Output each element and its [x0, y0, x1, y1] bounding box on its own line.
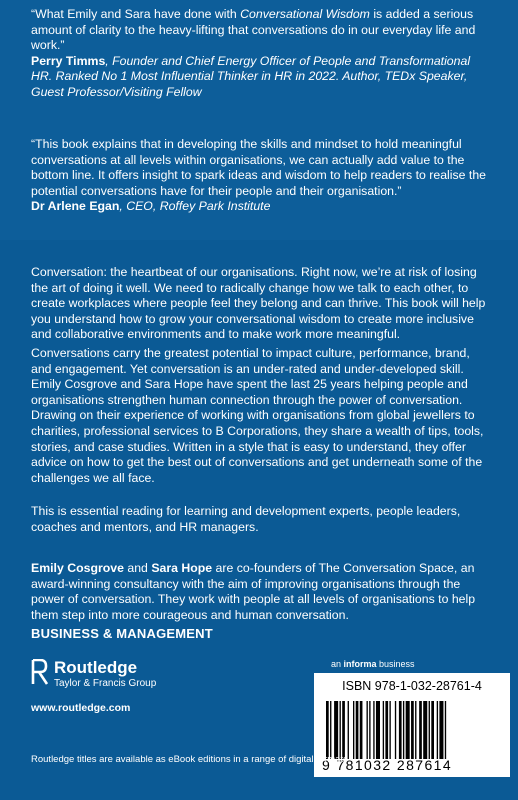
publisher-name: Routledge: [54, 658, 138, 677]
barcode-bar: [437, 701, 438, 759]
barcode-bar: [373, 701, 374, 759]
barcode-bar: [326, 701, 329, 759]
barcode-bar: [340, 701, 341, 759]
book-title: Conversational Wisdom: [240, 7, 370, 21]
endorser-affiliation-2: , CEO, Roffey Park Institute: [119, 199, 271, 214]
barcode-bar: [353, 701, 354, 759]
barcode-bar: [423, 701, 427, 759]
author-name-2: Sara Hope: [151, 561, 213, 575]
barcode-bar: [403, 701, 404, 759]
routledge-r-icon: [31, 659, 49, 685]
barcode-bar: [439, 701, 443, 759]
barcode-bar: [369, 701, 370, 759]
barcode-bar: [411, 701, 414, 759]
endorser-name-1: Perry Timms: [31, 53, 106, 68]
barcode-bar: [389, 701, 390, 759]
barcode-bar: [330, 701, 331, 759]
description-paragraph-3: This is essential reading for learning and development experts, people leaders, coaches and mentors, and HR managers.: [31, 504, 461, 534]
barcode-bar: [415, 701, 416, 759]
barcode-bar: [334, 701, 338, 759]
barcode-bar: [406, 701, 410, 759]
isbn-label: ISBN 978-1-032-28761-4: [342, 679, 482, 693]
publisher-url[interactable]: www.routledge.com: [31, 702, 131, 714]
ebook-note: Routledge titles are available as eBook editions in a range of digital formats: [31, 754, 348, 765]
barcode-bar: [431, 701, 434, 759]
barcode-bar: [356, 701, 359, 759]
barcode-digits: 9 781032 287614: [322, 757, 452, 773]
barcode-bar: [383, 701, 384, 759]
author-name-1: Emily Cosgrove: [31, 561, 124, 575]
endorser-affiliation-1: , Founder and Chief Energy Officer of People and Transformational HR. Ranked No 1 Most Influential Thinker in HR in 2022. Author, TEDx Speaker, Guest Professor/Visiting Fellow: [31, 53, 471, 99]
endorser-name-2: Dr Arlene Egan: [31, 199, 120, 214]
description-paragraph-2: Conversations carry the greatest potential to impact culture, performance, brand, and engagement. Yet conversation is an under-rated and under-developed skill. Emily Cosgrove and Sara Hope have spent the last 25 years helping people and organisations strengthen human connection through the power of conversation. Drawing on their experience of working with organisations from global jewellers to charities, professional services to B Corporations, they share a wealth of tips, tools, stories, and case studies. Written in a style that is easy to understand, they offer advice on how to get the best out of conversations and get underneath some of the challenges we all face.: [31, 346, 484, 485]
barcode-bar: [419, 701, 422, 759]
barcode-bar: [367, 701, 368, 759]
barcode-bar: [395, 701, 396, 759]
barcode-bar: [360, 701, 363, 759]
barcode-bar: [376, 701, 380, 759]
author-bio: Emily Cosgrove and Sara Hope are co-founders of The Conversation Space, an award-winning consultancy with the aim of improving organisations through the power of conversation. They work with people at all levels of organisations to help them step into more courageous and human conversation.: [31, 561, 476, 622]
barcode-bar: [342, 701, 345, 759]
endorsement-quote-1: “What Emily and Sara have done with Conversational Wisdom is added a serious amount of clarity to the heavy-lifting that conversations do in our everyday life and work.” Perry Timms, Founder and Chief Energy Officer of People and Transformational HR. Ranked No 1 Most Influential Thinker in HR in 2022. Author, TEDx Speaker, Guest Professor/Visiting Fellow: [31, 7, 476, 99]
barcode-bar: [385, 701, 388, 759]
endorsement-quote-2: “This book explains that in developing the skills and mindset to hold meaningful conversations at all levels within organisations, we can actually add value to the bottom line. It offers insight to spark ideas and wisdom to help readers to realise the potential conversations have for their people and their organisation.” Dr Arlene Egan, CEO, Roffey Park Institute: [31, 137, 487, 214]
barcode-bar: [348, 701, 349, 759]
description-paragraph-1: Conversation: the heartbeat of our organisations. Right now, we’re at risk of losing the art of doing it well. We need to radically change how we talk to each other, to create workplaces where people feel they belong and can thrive. This book will help you understand how to grow your conversational wisdom to create more inclusive and collaborative environments and to make work more meaningful.: [31, 265, 486, 342]
informa-tagline: an informa business: [331, 659, 415, 669]
barcode-bar: [399, 701, 402, 759]
publisher-group: Taylor & Francis Group: [54, 678, 157, 689]
subject-category: BUSINESS & MANAGEMENT: [31, 626, 213, 641]
barcode-bar: [429, 701, 430, 759]
barcode-bars: [326, 701, 498, 759]
barcode-bar: [445, 701, 446, 759]
